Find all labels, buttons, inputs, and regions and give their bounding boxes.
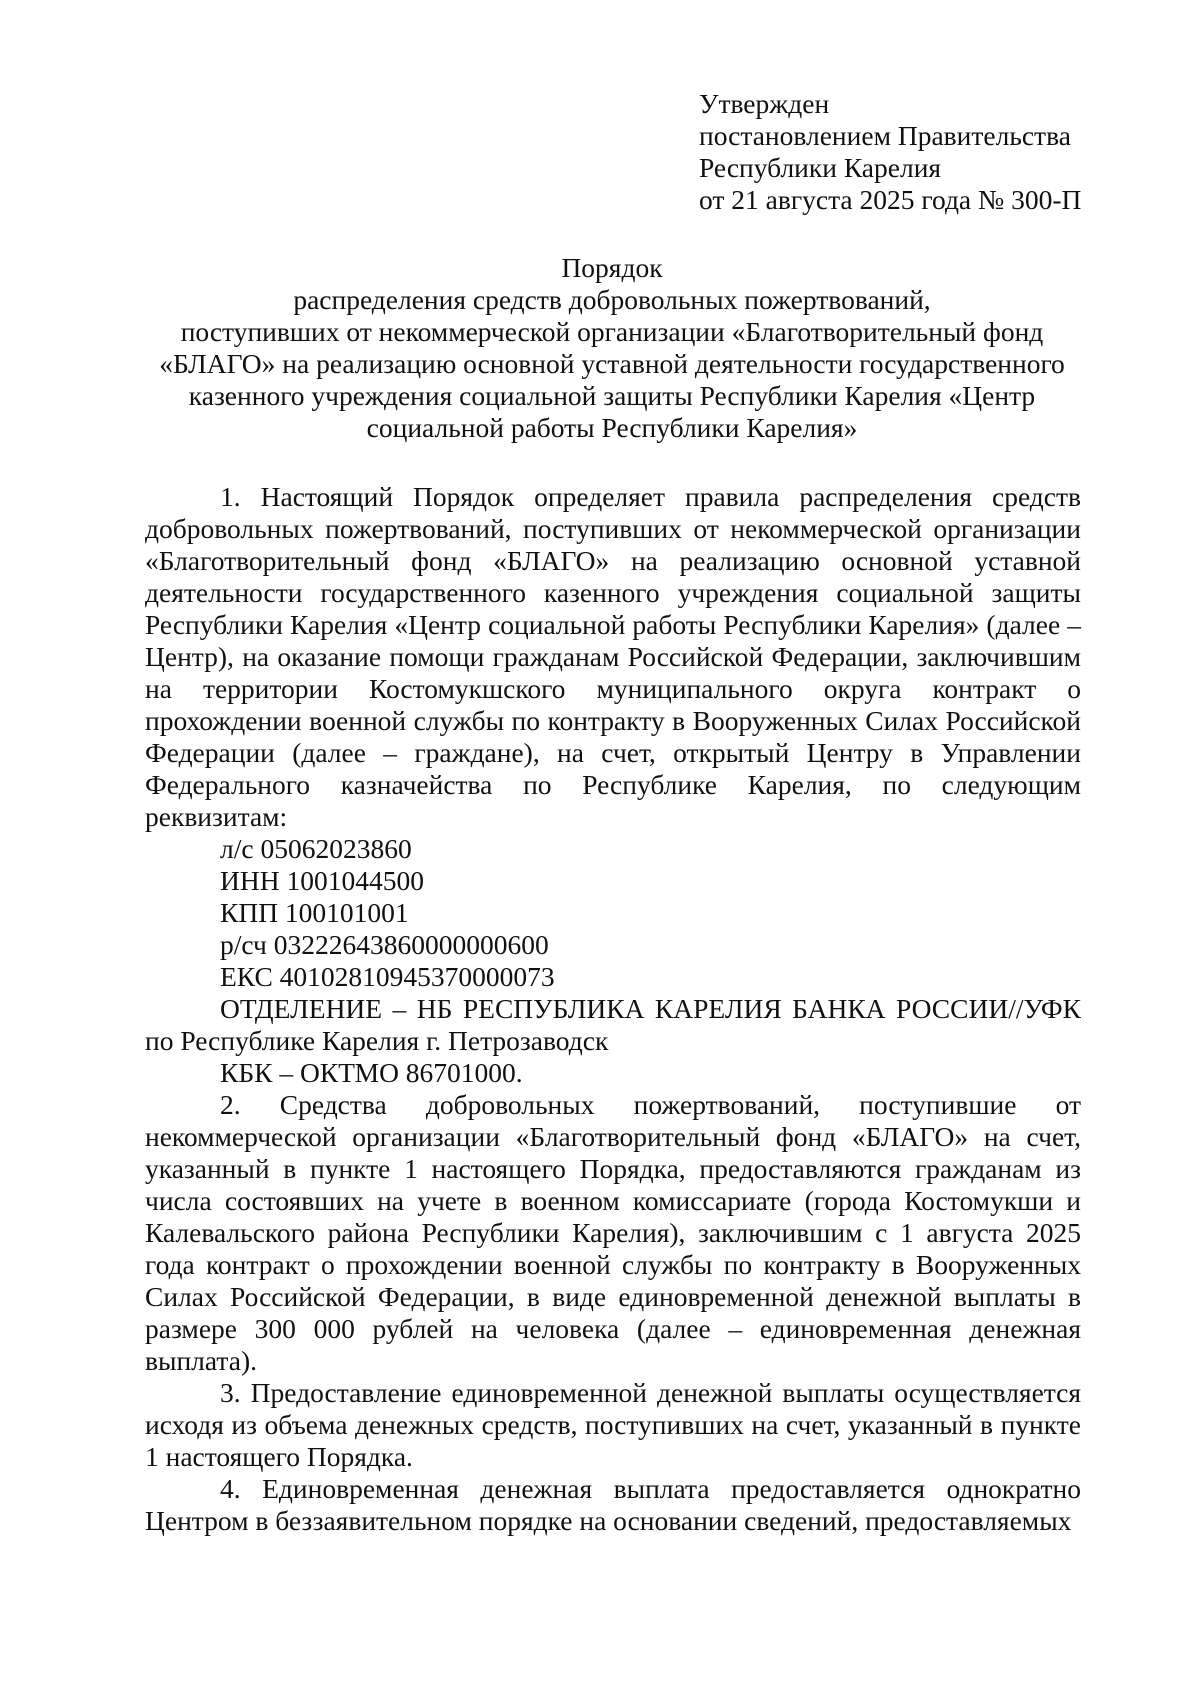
paragraph-4: 4. Единовременная денежная выплата предоставляется однократно Центром в беззаявительном порядке на основании сведений, предоставляемых	[145, 1473, 1081, 1536]
requisite-personal-account: л/с 05062023860	[220, 833, 412, 864]
title-line: распределения средств добровольных пожертвований,	[293, 284, 931, 315]
approval-line-date-number: от 21 августа 2025 года № 300-П	[699, 184, 1082, 215]
paragraph-3: 3. Предоставление единовременной денежной выплаты осуществляется исходя из объема денежных средств, поступивших на счет, указанный в пункте 1 настоящего Порядка.	[145, 1377, 1081, 1472]
document-title	[140, 252, 1084, 444]
approval-stamp	[699, 88, 1179, 216]
requisite-inn: ИНН 1001044500	[220, 865, 424, 896]
document-body	[145, 481, 1081, 1537]
approval-line-resolution: постановлением Правительства	[699, 120, 1071, 151]
paragraph-2: 2. Средства добровольных пожертвований, поступившие от некоммерческой организации «Благотворительный фонд «БЛАГО» на счет, указанный в пункте 1 настоящего Порядка, предоставляются гражданам из числа состоявших на учете в военном комиссариате (города Костомукши и Калевальского района Республики Карелия), заключившим с 1 августа 2025 года контракт о прохождении военной службы по контракту в Вооруженных Силах Российской Федерации, в виде единовременной денежной выплаты в размере 300 000 рублей на человека (далее – единовременная денежная выплата).	[145, 1089, 1081, 1376]
requisite-bank: ОТДЕЛЕНИЕ – НБ РЕСПУБЛИКА КАРЕЛИЯ БАНКА РОССИИ//УФК по Республике Карелия г. Петрозаводск	[145, 993, 1081, 1056]
title-heading: Порядок	[561, 252, 663, 283]
requisite-settlement-account: р/сч 03222643860000000600	[220, 929, 549, 960]
requisite-kpp: КПП 100101001	[220, 897, 409, 928]
requisite-eks: ЕКС 40102810945370000073	[220, 961, 555, 992]
title-line: казенного учреждения социальной защиты Республики Карелия «Центр	[188, 380, 1036, 411]
title-line: «БЛАГО» на реализацию основной уставной деятельности государственного	[159, 348, 1065, 379]
requisite-kbk-oktmo: КБК – ОКТМО 86701000.	[220, 1057, 523, 1088]
title-line: поступивших от некоммерческой организации «Благотворительный фонд	[180, 316, 1044, 347]
paragraph-1: 1. Настоящий Порядок определяет правила распределения средств добровольных пожертвований, поступивших от некоммерческой организации «Благотворительный фонд «БЛАГО» на реализацию основной уставной деятельности государственного казенного учреждения социальной защиты Республики Карелия «Центр социальной работы Республики Карелия» (далее – Центр), на оказание помощи гражданам Российской Федерации, заключившим на территории Костомукшского муниципального округа контракт о прохождении военной службы по контракту в Вооруженных Силах Российской Федерации (далее – граждане), на счет, открытый Центру в Управлении Федерального казначейства по Республике Карелия, по следующим реквизитам:	[145, 481, 1081, 832]
title-line: социальной работы Республики Карелия»	[366, 412, 858, 443]
approval-line-approved: Утвержден	[699, 88, 830, 119]
approval-line-republic: Республики Карелия	[699, 152, 942, 183]
